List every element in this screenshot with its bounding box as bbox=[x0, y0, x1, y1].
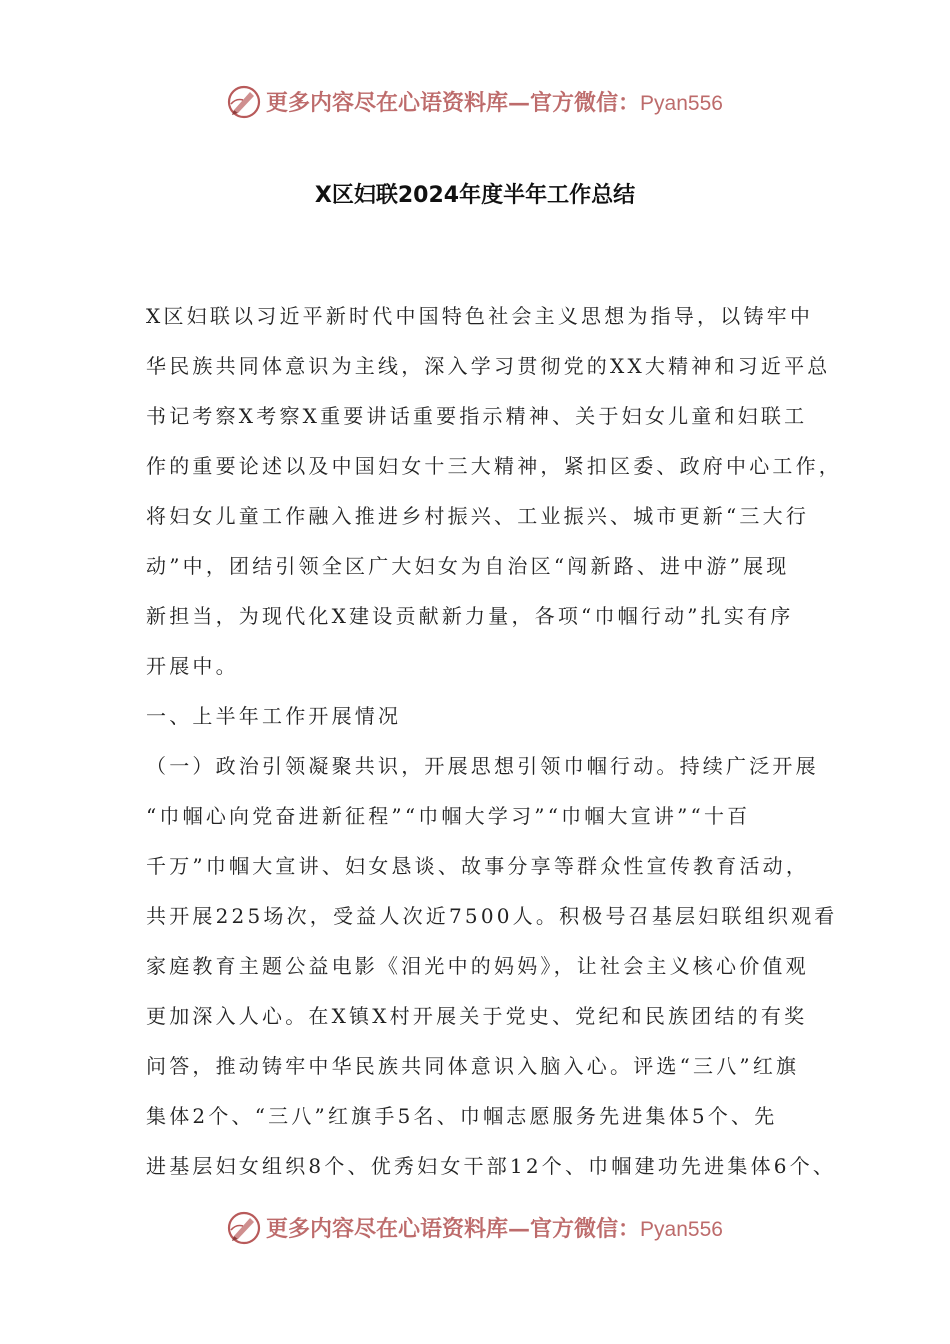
header-watermark bbox=[0, 78, 950, 128]
body-line: 华民族共同体意识为主线，深入学习贯彻党的XX大精神和习近平总 bbox=[146, 354, 831, 378]
section-heading: 一、上半年工作开展情况 bbox=[146, 704, 402, 728]
body-line: 新担当，为现代化X建设贡献新力量，各项“巾帼行动”扎实有序 bbox=[146, 604, 794, 628]
body-line: 动”中，团结引领全区广大妇女为自治区“闯新路、进中游”展现 bbox=[146, 554, 790, 578]
body-line: 作的重要论述以及中国妇女十三大精神，紧扣区委、政府中心工作， bbox=[146, 454, 842, 478]
body-line: X区妇联以习近平新时代中国特色社会主义思想为指导，以铸牢中 bbox=[146, 304, 814, 328]
body-line: 开展中。 bbox=[146, 654, 239, 678]
document-title: X区妇联2024年度半年工作总结 bbox=[314, 183, 636, 208]
body-line: 书记考察X考察X重要讲话重要指示精神、关于妇女儿童和妇联工 bbox=[146, 404, 808, 428]
body-line: （一）政治引领凝聚共识，开展思想引领巾帼行动。持续广泛开展 bbox=[146, 754, 819, 778]
pen-logo-icon bbox=[226, 84, 262, 120]
watermark-text: 更多内容尽在心语资料库—官方微信：Pyan556 bbox=[266, 1216, 723, 1242]
body-line: 集体2个、“三八”红旗手5名、巾帼志愿服务先进集体5个、先 bbox=[146, 1104, 778, 1128]
body-line: “巾帼心向党奋进新征程”“巾帼大学习”“巾帼大宣讲”“十百 bbox=[146, 804, 751, 828]
body-line: 更加深入人心。在X镇X村开展关于党史、党纪和民族团结的有奖 bbox=[146, 1004, 808, 1028]
body-line: 共开展225场次，受益人次近7500人。积极号召基层妇联组织观看 bbox=[146, 904, 838, 928]
body-line: 将妇女儿童工作融入推进乡村振兴、工业振兴、城市更新“三大行 bbox=[146, 504, 810, 528]
body-line: 进基层妇女组织8个、优秀妇女干部12个、巾帼建功先进集体6个、 bbox=[146, 1154, 837, 1178]
footer-watermark bbox=[0, 1204, 950, 1254]
body-line: 问答，推动铸牢中华民族共同体意识入脑入心。评选“三八”红旗 bbox=[146, 1054, 800, 1078]
pen-logo-icon bbox=[226, 1210, 262, 1246]
body-line: 千万”巾帼大宣讲、妇女恳谈、故事分享等群众性宣传教育活动， bbox=[146, 854, 810, 878]
body-line: 家庭教育主题公益电影《泪光中的妈妈》，让社会主义核心价值观 bbox=[146, 954, 809, 978]
watermark-text: 更多内容尽在心语资料库—官方微信：Pyan556 bbox=[266, 90, 723, 116]
